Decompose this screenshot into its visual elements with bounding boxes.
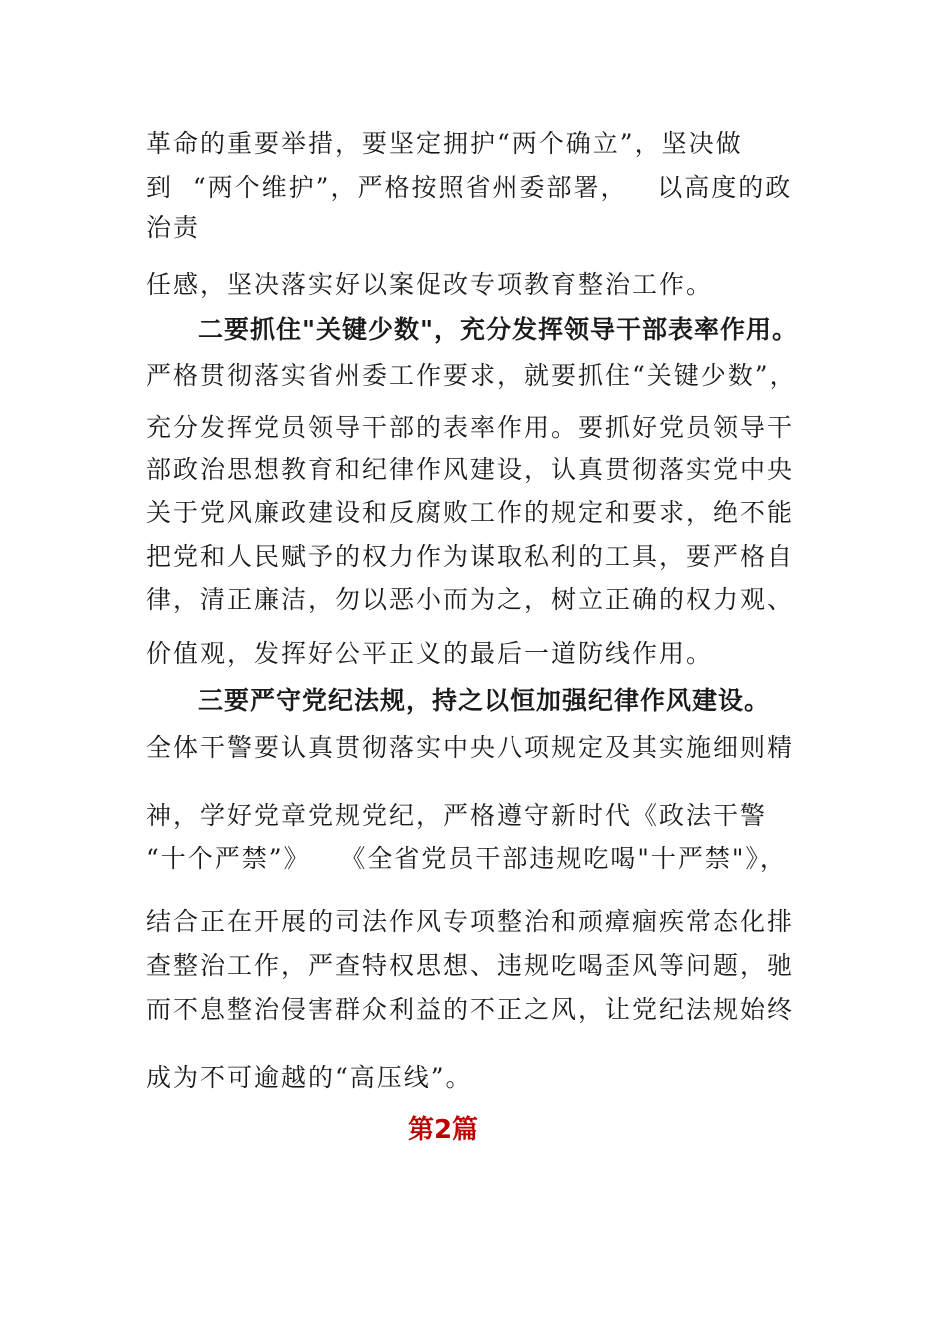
body-line: 全体干警要认真贯彻落实中央八项规定及其实施细则精 xyxy=(146,733,795,762)
body-line: 把党和人民赋予的权力作为谋取私利的工具，要严格自 xyxy=(146,542,795,571)
body-line: 价值观，发挥好公平正义的最后一道防线作用。 xyxy=(146,639,714,668)
body-line: 成为不可逾越的“高压线”。 xyxy=(146,1063,473,1092)
section-heading: 第2篇 xyxy=(407,1115,479,1145)
subheading-2: 二要抓住"关键少数"，充分发挥领导干部表率作用。 xyxy=(198,315,799,344)
body-line: “十个严禁”》 《全省党员干部违规吃喝"十严禁"》， xyxy=(146,844,787,873)
body-line: 到 “两个维护”，严格按照省州委部署， 以高度的政 xyxy=(146,173,793,202)
body-line: 革命的重要举措，要坚定拥护“两个确立”，坚决做 xyxy=(146,129,743,158)
subheading-3: 三要严守党纪法规，持之以恒加强纪律作风建设。 xyxy=(198,686,771,715)
body-line: 任感，坚决落实好以案促改专项教育整治工作。 xyxy=(146,270,714,299)
body-line: 结合正在开展的司法作风专项整治和顽瘴痼疾常态化排 xyxy=(146,907,795,936)
body-line: 严格贯彻落实省州委工作要求，就要抓住“关键少数”， xyxy=(146,361,797,390)
body-line: 神，学好党章党规党纪，严格遵守新时代《政法干警 xyxy=(146,801,768,830)
body-line: 治责 xyxy=(146,213,201,242)
body-line: 部政治思想教育和纪律作风建设，认真贯彻落实党中央 xyxy=(146,455,795,484)
body-line: 律，清正廉洁，勿以恶小而为之，树立正确的权力观、 xyxy=(146,585,795,614)
body-line: 关于党风廉政建设和反腐败工作的规定和要求，绝不能 xyxy=(146,498,795,527)
body-line: 查整治工作，严查特权思想、违规吃喝歪风等问题，驰 xyxy=(146,951,795,980)
body-line: 充分发挥党员领导干部的表率作用。要抓好党员领导干 xyxy=(146,413,795,442)
body-line: 而不息整治侵害群众利益的不正之风，让党纪法规始终 xyxy=(146,995,795,1024)
